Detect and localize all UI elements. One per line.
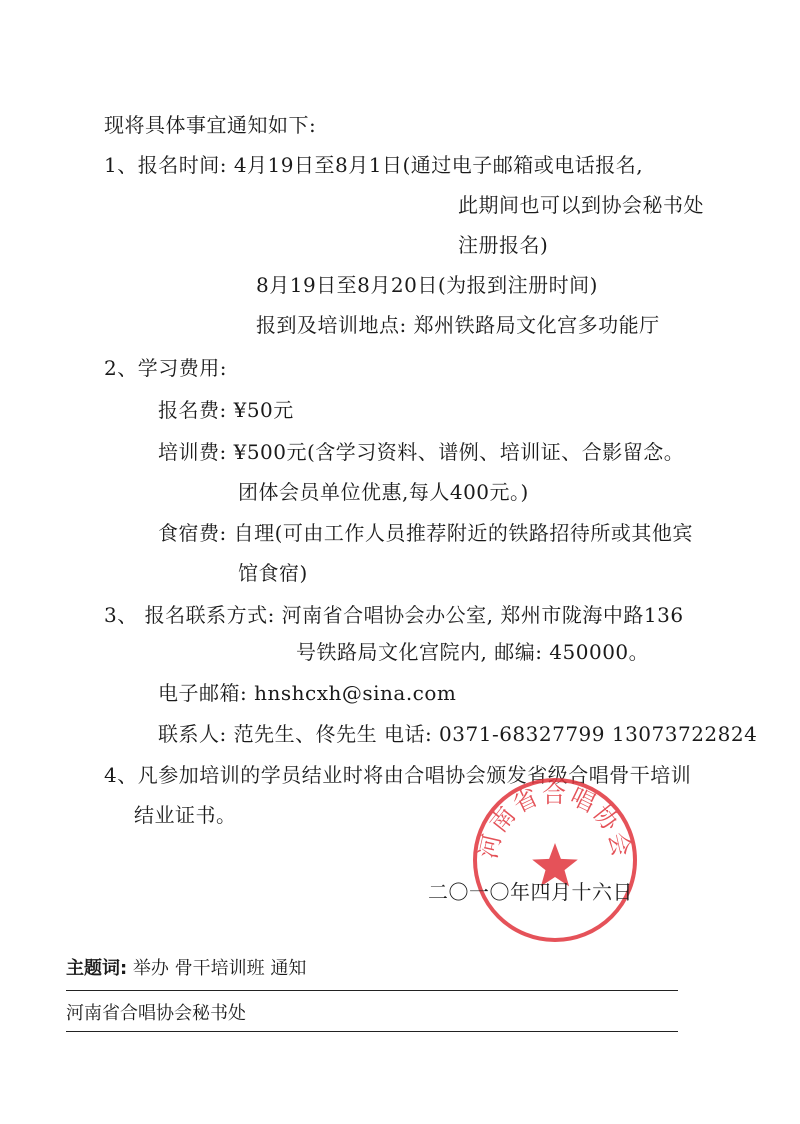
issue-date: 二〇一〇年四月十六日	[428, 880, 633, 904]
item4-line2: 结业证书。	[134, 803, 237, 827]
divider-top	[66, 990, 678, 991]
keywords-value: 举办 骨干培训班 通知	[127, 958, 307, 979]
issuing-office: 河南省合唱协会秘书处	[66, 1003, 246, 1024]
divider-bottom	[66, 1031, 678, 1032]
keywords-label: 主题词:	[66, 958, 128, 979]
official-seal-stamp	[470, 775, 640, 945]
item1-line2: 此期间也可以到协会秘书处	[458, 193, 704, 217]
contact-email: 电子邮箱: hnshcxh@sina.com	[158, 681, 457, 705]
food-lodging-line2: 馆食宿)	[238, 561, 308, 585]
registration-fee: 报名费: ¥50元	[158, 398, 294, 422]
subject-keywords	[66, 957, 306, 981]
item2-title: 2、学习费用:	[104, 356, 227, 380]
training-fee-line1: 培训费: ¥500元(含学习资料、谱例、培训证、合影留念。	[158, 440, 685, 464]
contact-persons: 联系人: 范先生、佟先生 电话: 0371-68327799 13073722824	[158, 722, 758, 746]
item4-line1: 4、凡参加培训的学员结业时将由合唱协会颁发省级合唱骨干培训	[104, 763, 692, 787]
food-lodging-line1: 食宿费: 自理(可由工作人员推荐附近的铁路招待所或其他宾	[158, 521, 693, 545]
item3-line2: 号铁路局文化宫院内, 邮编: 450000。	[296, 640, 650, 664]
intro-line: 现将具体事宜通知如下:	[104, 113, 317, 137]
item1-line3: 注册报名)	[458, 233, 549, 257]
item1-line4: 8月19日至8月20日(为报到注册时间)	[256, 273, 598, 297]
item1-line5: 报到及培训地点: 郑州铁路局文化宫多功能厅	[256, 313, 660, 337]
item1-line1: 1、报名时间: 4月19日至8月1日(通过电子邮箱或电话报名,	[104, 153, 644, 177]
svg-text:河南省合唱协会: 河南省合唱协会	[474, 779, 636, 862]
training-fee-line2: 团体会员单位优惠,每人400元。)	[238, 480, 529, 504]
item3-line1: 3、 报名联系方式: 河南省合唱协会办公室, 郑州市陇海中路136	[104, 603, 684, 627]
